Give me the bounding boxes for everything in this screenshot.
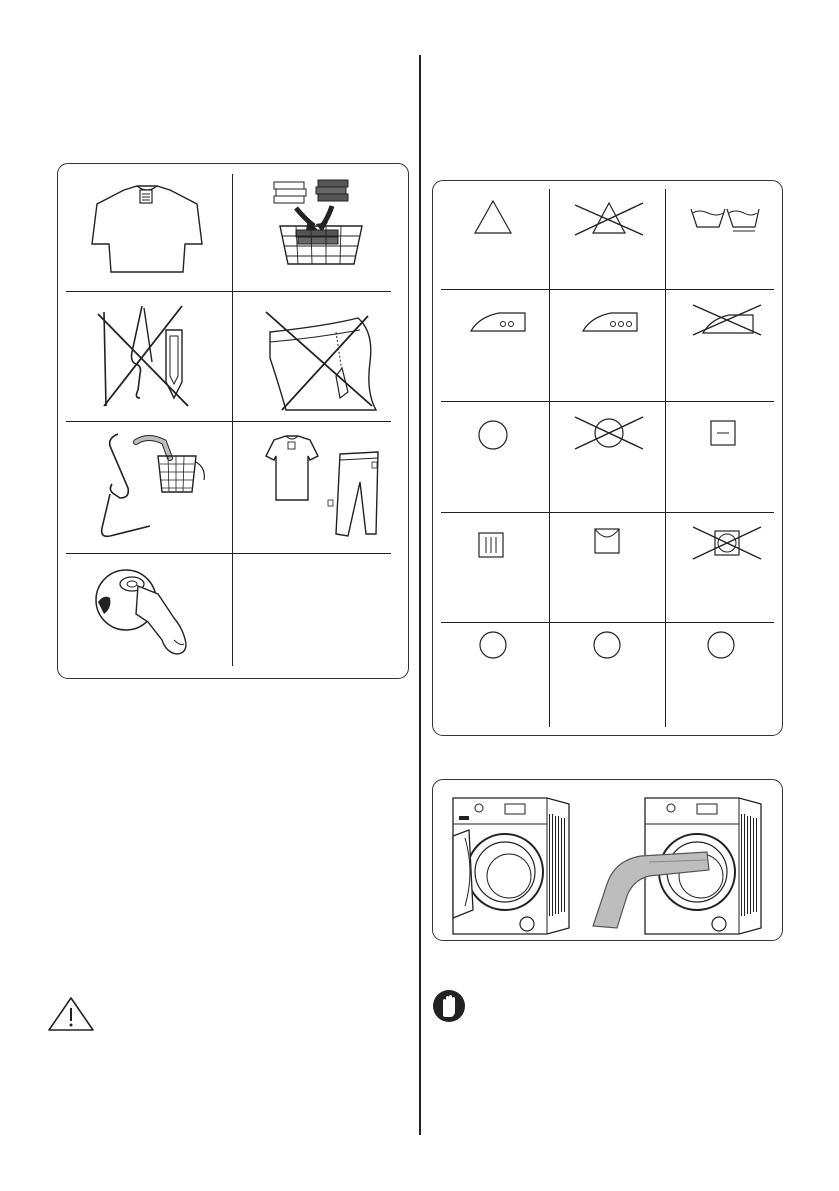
washing-machine-loading-icon bbox=[589, 790, 769, 935]
dry-flat-icon bbox=[593, 527, 621, 560]
stop-hand-icon bbox=[432, 989, 466, 1028]
iron-medium-icon bbox=[469, 307, 529, 338]
no-bleach-icon bbox=[571, 199, 647, 244]
dry-clean-icon bbox=[477, 629, 509, 666]
bleach-allowed-icon bbox=[473, 199, 513, 240]
no-tumble-dry-icon bbox=[571, 413, 647, 458]
sort-laundry-icon bbox=[266, 174, 386, 279]
warning-triangle-icon bbox=[47, 996, 95, 1037]
care-symbols-panel bbox=[432, 180, 783, 736]
washing-machine-panel bbox=[432, 779, 783, 941]
turn-inside-out-icon bbox=[256, 428, 386, 551]
iron-high-icon bbox=[581, 307, 641, 338]
wash-net-icon bbox=[88, 428, 218, 551]
column-divider bbox=[419, 55, 421, 1135]
zip-closed-icon bbox=[256, 302, 386, 419]
dry-clean-icon bbox=[705, 629, 737, 666]
no-iron-icon bbox=[689, 301, 765, 342]
wash-basin-icon bbox=[689, 207, 759, 242]
drip-dry-icon bbox=[477, 531, 505, 564]
dry-clean-icon bbox=[591, 629, 623, 666]
line-dry-icon bbox=[709, 419, 737, 452]
garment-label-icon bbox=[82, 182, 212, 282]
tumble-dry-icon bbox=[477, 419, 509, 456]
washing-machine-open-door-icon bbox=[447, 790, 577, 935]
no-pins-icon bbox=[92, 302, 202, 417]
ball-sock-icon bbox=[88, 564, 218, 669]
laundry-preparation-panel bbox=[57, 163, 409, 679]
no-dry-clean-icon bbox=[689, 523, 765, 568]
